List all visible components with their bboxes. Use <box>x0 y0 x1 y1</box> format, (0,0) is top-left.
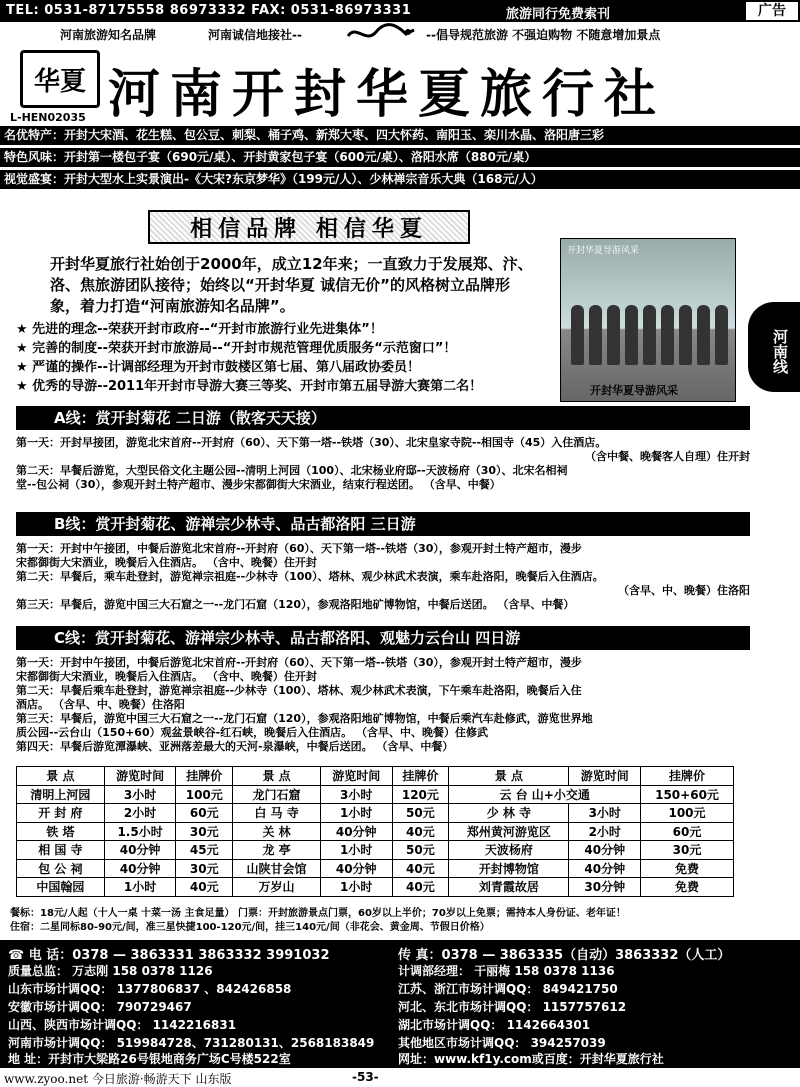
col-header: 挂牌价 <box>176 767 233 786</box>
quality-director: 质量总监： 万志刚 158 0378 1126 <box>8 964 213 978</box>
qq-line: 山西、陕西市场计调QQ： 1142216831 <box>8 1018 237 1032</box>
price-notes <box>10 907 790 935</box>
itinerary-line: （含中餐、晚餐客人自理）住开封 <box>585 450 750 463</box>
table-cell: 2小时 <box>104 804 176 823</box>
dragon-icon <box>346 22 416 46</box>
itinerary-line: 第三天：早餐后，游览中国三大石窟之一--龙门石窟（120），参观洛阳地矿博物馆，中餐后乘汽车赴修武，游览世界地 <box>16 712 593 725</box>
free-copy-note: 旅游同行免费索刊 <box>506 7 611 22</box>
photo-caption: 开封华夏导游风采 <box>590 384 678 397</box>
website-line: 网址：www.kf1y.com或百度：开封华夏旅行社 <box>398 1052 664 1066</box>
table-cell: 100元 <box>176 785 233 804</box>
itinerary-line: 第二天：早餐后，乘车赴登封，游览禅宗祖庭--少林寺（100）、塔林、观少林武术表演，乘车赴洛阳，晚餐后入住酒店。 <box>16 570 604 583</box>
page-number: -53- <box>352 1070 379 1084</box>
table-cell: 40分钟 <box>569 859 641 878</box>
honor-bullet: ★ 完善的制度--荣获开封市旅游局--“开封市规范管理优质服务“示范窗口”！ <box>16 341 457 356</box>
fax-line: 传 真：0378 — 3863335（自动）3863332（人工） <box>398 948 731 963</box>
itinerary-line: 宋都御街大宋酒业，晚餐后入住酒店。 （含中、晚餐）住开封 <box>16 556 317 569</box>
table-cell: 免费 <box>641 878 734 897</box>
table-row <box>17 822 734 841</box>
qq-line: 河南市场计调QQ： 519984728、731280131、2568183849 <box>8 1036 375 1050</box>
slogan-2: 河南诚信地接社-- <box>208 28 302 42</box>
table-row <box>17 804 734 823</box>
table-cell: 60元 <box>176 804 233 823</box>
table-row <box>17 841 734 860</box>
col-header: 游览时间 <box>104 767 176 786</box>
table-cell: 3小时 <box>569 804 641 823</box>
table-cell: 龙 亭 <box>233 841 321 860</box>
table-cell: 40分钟 <box>320 822 392 841</box>
honor-bullets <box>16 320 556 396</box>
route-b-itinerary <box>16 542 750 612</box>
ad-tag: 广告 <box>744 0 800 22</box>
table-cell: 龙门石窟 <box>233 785 321 804</box>
table-row <box>17 878 734 897</box>
table-cell: 免费 <box>641 859 734 878</box>
lodging-note: 住宿：二星同标80-90元/间，准三星快捷100-120元/间，挂三140元/间（非花会、黄金周、节假日价格） <box>10 922 490 933</box>
table-cell: 45元 <box>176 841 233 860</box>
col-header: 景 点 <box>449 767 569 786</box>
qq-line: 山东市场计调QQ： 1377806837 、842426858 <box>8 982 292 996</box>
person-figure <box>661 305 674 365</box>
itinerary-line: （含早、中、晚餐）住洛阳 <box>618 584 750 597</box>
itinerary-line: 第四天：早餐后游览潭瀑峡、亚洲落差最大的天河-泉瀑峡，中餐后送团。 （含早、中餐） <box>16 740 454 753</box>
qq-line: 其他地区市场计调QQ： 394257039 <box>398 1036 606 1050</box>
person-figure <box>571 305 584 365</box>
table-cell: 150+60元 <box>641 785 734 804</box>
table-cell: 关 林 <box>233 822 321 841</box>
table-cell: 1小时 <box>320 804 392 823</box>
license-code: L-HEN02035 <box>10 111 86 124</box>
route-a-heading: A线：赏开封菊花 二日游（散客天天接） <box>16 406 750 430</box>
itinerary-line: 第一天：开封早接团，游览北宋首府--开封府（60）、天下第一塔--铁塔（30）、北宋皇家寺院--相国寺（45）入住酒店。 <box>16 436 607 449</box>
person-figure <box>607 305 620 365</box>
table-cell: 40元 <box>392 859 449 878</box>
itinerary-line: 质公园--云台山（150+60）观盆景峡谷-红石峡，晚餐后入住酒店。 （含早、中、晚餐）住修武 <box>16 726 489 739</box>
table-cell: 100元 <box>641 804 734 823</box>
person-figure <box>643 305 656 365</box>
top-bar <box>0 0 800 22</box>
tel-fax-line: TEL: 0531-87175558 86973332 FAX: 0531-86973331 <box>6 3 412 18</box>
table-cell: 40分钟 <box>569 841 641 860</box>
table-cell: 3小时 <box>320 785 392 804</box>
brand-banner: 相信品牌 相信华夏 <box>148 210 470 244</box>
col-header: 挂牌价 <box>641 767 734 786</box>
route-a-itinerary <box>16 436 750 492</box>
table-cell: 1.5小时 <box>104 822 176 841</box>
table-cell: 40分钟 <box>104 841 176 860</box>
table-cell: 白 马 寺 <box>233 804 321 823</box>
col-header: 挂牌价 <box>392 767 449 786</box>
table-cell: 60元 <box>641 822 734 841</box>
table-cell: 郑州黄河游览区 <box>449 822 569 841</box>
table-cell: 40元 <box>392 822 449 841</box>
itinerary-line: 堂--包公祠（30），参观开封土特产超市、漫步宋都御街大宋酒业，结束行程送团。 （含早、中餐） <box>16 478 501 491</box>
address-line: 地 址：开封市大梁路26号银地商务广场C号楼522室 <box>8 1052 291 1066</box>
table-cell: 3小时 <box>104 785 176 804</box>
ops-manager: 计调部经理： 干丽梅 158 0378 1136 <box>398 964 615 978</box>
table-cell: 天波杨府 <box>449 841 569 860</box>
table-cell: 山陕甘会馆 <box>233 859 321 878</box>
table-cell: 40分钟 <box>104 859 176 878</box>
specialty-line-shows: 视觉盛宴：开封大型水上实景演出-《大宋?东京梦华》（199元/人）、少林禅宗音乐大典（168元/人） <box>0 170 800 189</box>
itinerary-line: 第二天：早餐后乘车赴登封，游览禅宗祖庭--少林寺（100）、塔林、观少林武术表演，下午乘车赴洛阳，晚餐后入住 <box>16 684 582 697</box>
guides-photo <box>560 238 736 402</box>
itinerary-line: 第三天：早餐后，游览中国三大石窟之一--龙门石窟（120），参观洛阳地矿博物馆，中餐后送团。 （含早、中餐） <box>16 598 575 611</box>
table-cell: 开 封 府 <box>17 804 105 823</box>
table-cell: 刘青霞故居 <box>449 878 569 897</box>
henan-line-tab: 河南线 <box>748 302 800 392</box>
itinerary-line: 酒店。 （含早、中、晚餐）住洛阳 <box>16 698 185 711</box>
table-cell: 相 国 寺 <box>17 841 105 860</box>
attractions-table <box>16 766 734 897</box>
qq-line: 安徽市场计调QQ： 790729467 <box>8 1000 192 1014</box>
qq-line: 河北、东北市场计调QQ： 1157757612 <box>398 1000 627 1014</box>
table-cell: 2小时 <box>569 822 641 841</box>
route-b-heading: B线：赏开封菊花、游禅宗少林寺、品古都洛阳 三日游 <box>16 512 750 536</box>
table-cell: 40元 <box>392 878 449 897</box>
honor-bullet: ★ 先进的理念--荣获开封市政府--“开封市旅游行业先进集体”！ <box>16 322 383 337</box>
route-c-itinerary <box>16 656 750 754</box>
col-header: 景 点 <box>233 767 321 786</box>
itinerary-line: 第二天：早餐后游览，大型民俗文化主题公园--清明上河园（100）、北宋杨业府邸--天波杨府（30）、北宋名相祠 <box>16 464 568 477</box>
company-title: 河南开封华夏旅行社 <box>108 65 667 125</box>
table-cell: 万岁山 <box>233 878 321 897</box>
col-header: 景 点 <box>17 767 105 786</box>
person-figure <box>715 305 728 365</box>
person-figure <box>625 305 638 365</box>
table-cell: 40分钟 <box>320 859 392 878</box>
table-cell: 30分钟 <box>569 878 641 897</box>
slogan-3: --倡导规范旅游 不强迫购物 不随意增加景点 <box>426 28 661 42</box>
table-cell: 云 台 山+小交通 <box>449 785 641 804</box>
slogan-1: 河南旅游知名品牌 <box>60 28 157 42</box>
slogans <box>60 26 780 46</box>
intro-paragraph: 开封华夏旅行社始创于2000年，成立12年来；一直致力于发展郑、汴、洛、焦旅游团队接待；始终以“开封华夏 诚信无价”的风格树立品牌形象，着力打造“河南旅游知名品牌”。 <box>50 255 533 315</box>
honor-bullet: ★ 优秀的导游--2011年开封市导游大赛三等奖、开封市第五届导游大赛第二名！ <box>16 379 483 394</box>
specialty-line-products: 名优特产：开封大宋酒、花生糕、包公豆、刺梨、桶子鸡、新郑大枣、四大怀药、南阳玉、栾川水晶、洛阳唐三彩 <box>0 126 800 145</box>
contact-block <box>0 940 800 1068</box>
table-cell: 1小时 <box>320 878 392 897</box>
page-footer <box>0 1068 800 1086</box>
person-figure <box>697 305 710 365</box>
table-cell: 少 林 寺 <box>449 804 569 823</box>
table-cell: 中国翰园 <box>17 878 105 897</box>
table-cell: 30元 <box>176 822 233 841</box>
col-header: 游览时间 <box>320 767 392 786</box>
phone-line: ☎ 电 话：0378 — 3863331 3863332 3991032 <box>8 948 330 963</box>
photo-inner-caption: 开封华夏导游风采 <box>567 246 640 256</box>
meal-ticket-note: 餐标：18元/人起（十人一桌 十菜一汤 主食足量） 门票：开封旅游景点门票，60岁以上半价；70岁以上免票；需持本人身份证、老年证！ <box>10 908 626 919</box>
qq-line: 江苏、浙江市场计调QQ： 849421750 <box>398 982 618 996</box>
table-row <box>17 785 734 804</box>
table-cell: 120元 <box>392 785 449 804</box>
person-figure <box>589 305 602 365</box>
table-cell: 40元 <box>176 878 233 897</box>
table-cell: 50元 <box>392 804 449 823</box>
table-cell: 30元 <box>641 841 734 860</box>
table-row <box>17 859 734 878</box>
table-cell: 开封博物馆 <box>449 859 569 878</box>
specialty-line-flavors: 特色风味：开封第一楼包子宴（690元/桌）、开封黄家包子宴（600元/桌）、洛阳水席（880元/桌） <box>0 148 800 167</box>
col-header: 游览时间 <box>569 767 641 786</box>
table-cell: 铁 塔 <box>17 822 105 841</box>
table-cell: 1小时 <box>104 878 176 897</box>
itinerary-line: 第一天：开封中午接团，中餐后游览北宋首府--开封府（60）、天下第一塔--铁塔（30），参观开封土特产超市，漫步 <box>16 656 582 669</box>
table-cell: 清明上河园 <box>17 785 105 804</box>
table-cell: 30元 <box>176 859 233 878</box>
person-figure <box>679 305 692 365</box>
route-c-heading: C线：赏开封菊花、游禅宗少林寺、品古都洛阳、观魅力云台山 四日游 <box>16 626 750 650</box>
logo-glyph: 华夏 <box>33 66 86 97</box>
table-header-row <box>17 767 734 786</box>
itinerary-line: 第一天：开封中午接团，中餐后游览北宋首府--开封府（60）、天下第一塔--铁塔（30），参观开封土特产超市，漫步 <box>16 542 582 555</box>
honor-bullet: ★ 严谨的操作--计调部经理为开封市鼓楼区第七届、第八届政协委员！ <box>16 360 420 375</box>
qq-line: 湖北市场计调QQ： 1142664301 <box>398 1018 591 1032</box>
table-cell: 包 公 祠 <box>17 859 105 878</box>
company-logo <box>20 50 100 108</box>
footer-site: www.zyoo.net 今日旅游·畅游天下 山东版 <box>4 1072 232 1086</box>
itinerary-line: 宋都御街大宋酒业，晚餐后入住酒店。 （含中、晚餐）住开封 <box>16 670 317 683</box>
table-cell: 1小时 <box>320 841 392 860</box>
table-cell: 50元 <box>392 841 449 860</box>
